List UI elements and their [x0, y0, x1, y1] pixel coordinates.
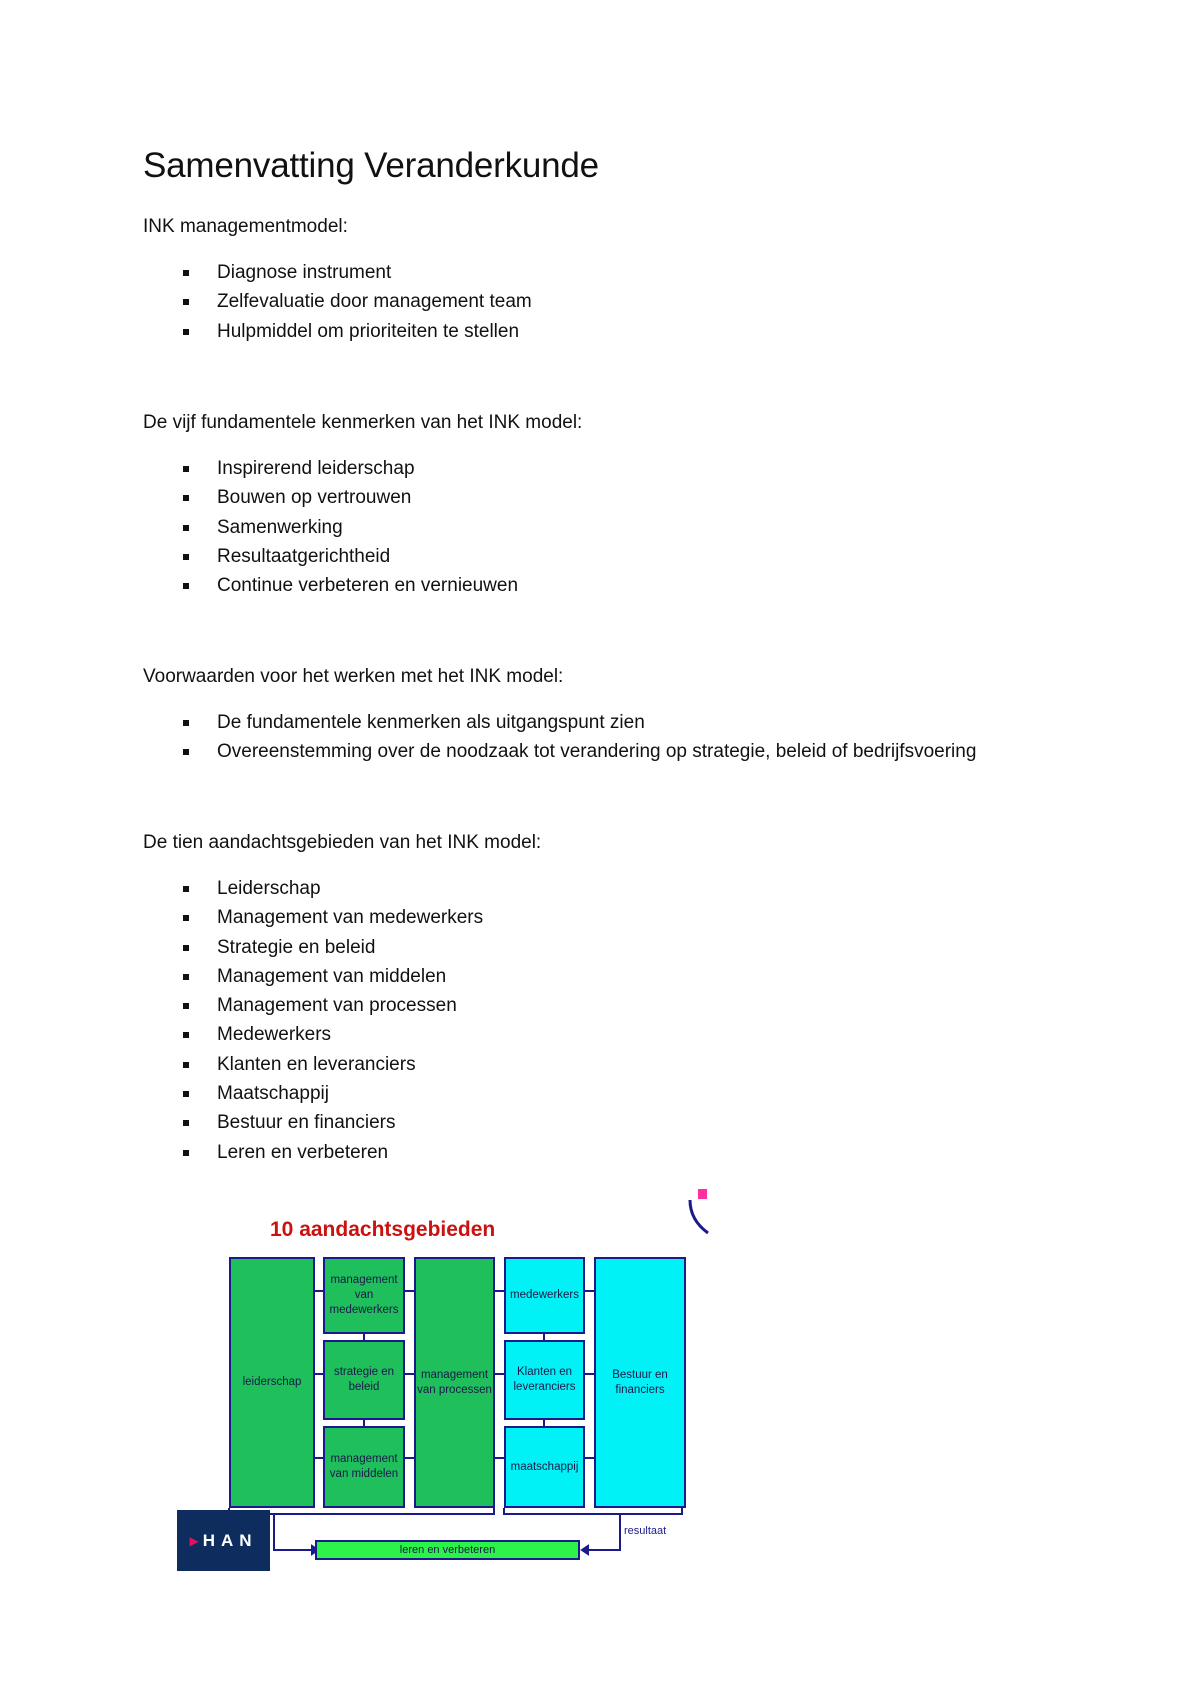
box-strategie-beleid: strategie en beleid — [323, 1340, 405, 1420]
list-item: Management van processen — [143, 991, 483, 1020]
list-item: De fundamentele kenmerken als uitgangspunt zien — [143, 708, 976, 737]
list-item: Management van medewerkers — [143, 903, 483, 932]
section-heading-ink-model: INK managementmodel: — [143, 216, 348, 237]
list-item: Strategie en beleid — [143, 933, 483, 962]
list-item: Leren en verbeteren — [143, 1138, 483, 1167]
list-item: Continue verbeteren en vernieuwen — [143, 571, 518, 600]
box-medewerkers: medewerkers — [504, 1257, 585, 1334]
han-logo: ▶ HAN — [177, 1510, 270, 1571]
list-item: Zelfevaluatie door management team — [143, 287, 532, 316]
list-item: Klanten en leveranciers — [143, 1050, 483, 1079]
diagram-title: 10 aandachtsgebieden — [270, 1218, 496, 1241]
box-management-middelen: management van middelen — [323, 1426, 405, 1508]
list-item: Bestuur en financiers — [143, 1108, 483, 1137]
section-heading-voorwaarden: Voorwaarden voor het werken met het INK model: — [143, 666, 564, 687]
list-item: Samenwerking — [143, 513, 518, 542]
section-heading-kenmerken: De vijf fundamentele kenmerken van het INK model: — [143, 412, 583, 433]
list-item: Medewerkers — [143, 1020, 483, 1049]
box-leren-verbeteren: leren en verbeteren — [315, 1540, 580, 1560]
list-item: Leiderschap — [143, 874, 483, 903]
list-item: Overeenstemming over de noodzaak tot verandering op strategie, beleid of bedrijfsvoering — [143, 737, 976, 766]
list-item: Maatschappij — [143, 1079, 483, 1108]
list-item: Diagnose instrument — [143, 258, 532, 287]
han-arrow-icon: ▶ — [189, 1533, 199, 1548]
box-klanten-leveranciers: Klanten en leveranciers — [504, 1340, 585, 1420]
box-management-processen: management van processen — [414, 1257, 495, 1508]
list-item: Inspirerend leiderschap — [143, 454, 518, 483]
page-title: Samenvatting Veranderkunde — [143, 146, 599, 185]
resultaat-label: resultaat — [624, 1525, 667, 1537]
box-management-medewerkers: management van medewerkers — [323, 1257, 405, 1334]
list-item: Management van middelen — [143, 962, 483, 991]
box-bestuur-financiers: Bestuur en financiers — [594, 1257, 686, 1508]
list-item: Resultaatgerichtheid — [143, 542, 518, 571]
box-maatschappij: maatschappij — [504, 1426, 585, 1508]
box-leiderschap: leiderschap — [229, 1257, 315, 1508]
list-item: Bouwen op vertrouwen — [143, 483, 518, 512]
section-heading-aandachtsgebieden: De tien aandachtsgebieden van het INK model: — [143, 832, 542, 853]
list-item: Hulpmiddel om prioriteiten te stellen — [143, 317, 532, 346]
